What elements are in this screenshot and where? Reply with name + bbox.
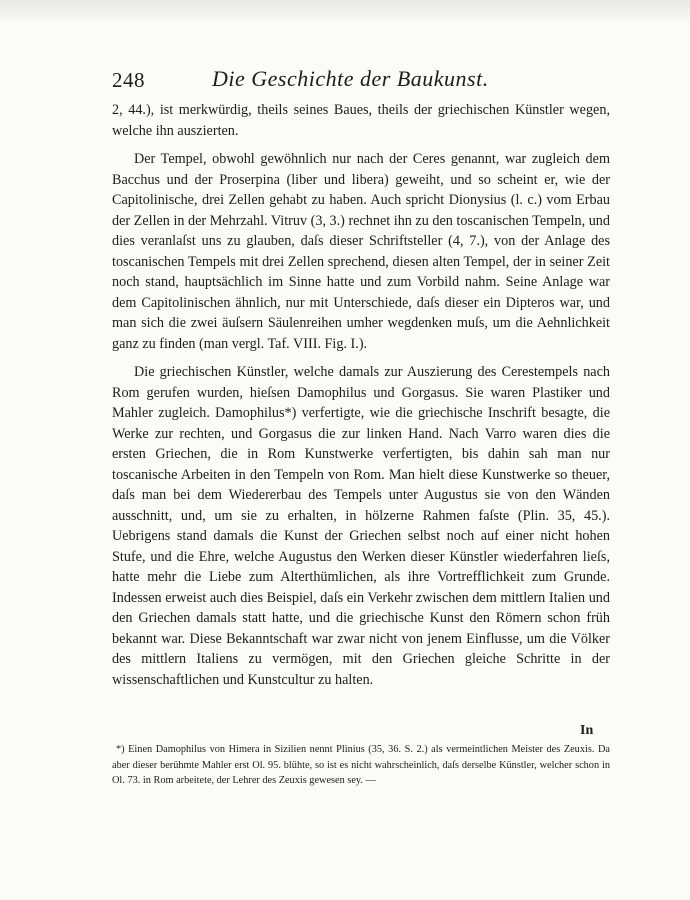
page-header — [112, 62, 612, 98]
paragraph-temple: Der Tempel, obwohl gewöhnlich nur nach der Ceres genannt, war zugleich dem Bacchus und der Proserpina (liber und libera) geweiht, und so scheint er, wie der Capitolinische, drei Zellen gehabt zu haben. Auch spricht Dionysius (l. c.) vom Erbau der Zellen in der Mehrzahl. Vitruv (3, 3.) rechnet ihn zu den toscanischen Tempeln, und dies veranlaſst uns zu glauben, daſs dieser Schriftsteller (4, 7.), von der Anlage des toscanischen Tempels mit drei Zellen sprechend, diesen alten Tempel, der in seiner Zeit noch stand, hauptsächlich im Sinne hatte und zum Vorbild nahm. Seine Anlage war dem Capitolinischen ähnlich, nur mit Unterschiede, daſs dieser ein Dipteros war, und man sich die zwei äuſsern Säulenreihen umher wegdenken muſs, um die Aehnlichkeit ganz zu finden (man vergl. Taf. VIII. Fig. I.). — [112, 151, 610, 352]
footnote: *) Einen Damophilus von Himera in Sizilien nennt Plinius (35, 36. S. 2.) als vermeintlichen Meister des Zeuxis. Da aber dieser berühmte Mahler erst Ol. 95. blühte, so ist es nicht wahrscheinlich, daſs derselbe Künstler, welcher schon in Ol. 73. in Rom arbeitete, der Lehrer des Zeuxis gewesen sey. — — [112, 744, 610, 786]
body-text — [112, 100, 610, 690]
paragraph-continuation: 2, 44.), ist merkwürdig, theils seines Baues, theils der griechischen Künstler wegen, welche ihn auszierten. — [112, 102, 610, 139]
catchword: In — [580, 723, 594, 738]
page-number: 248 — [112, 68, 145, 92]
running-title: Die Geschichte der Baukunst. — [212, 66, 489, 91]
scan-edge-shadow — [0, 0, 690, 24]
paragraph-greek-artists: Die griechischen Künstler, welche damals zur Auszierung des Cerestempels nach Rom gerufen wurden, hieſsen Damophilus und Gorgasus. Sie waren Plastiker und Mahler zugleich. Damophilus*) verfertigte, wie die griechische Inschrift besagte, die Werke zur rechten, und Gorgasus die zur linken Hand. Nach Varro waren dies die ersten Griechen, die in Rom Kunstwerke verfertigten, bis dahin sah man nur toscanische Arbeiten in den Tempeln von Rom. Man hielt diese Kunstwerke so theuer, daſs man bei dem Wiedererbau des Tempels unter Augustus sie von den Wänden ausschnitt, und, um sie zu erhalten, in hölzerne Rahmen faſste (Plin. 35, 45.). Uebrigens stand damals die Kunst der Griechen selbst noch auf einer nicht hohen Stufe, und die Ehre, welche Augustus den Werken dieser Künstler wiederfahren lieſs, hatte mehr die Liebe zum Alterthümlichen, als ihre Vortrefflichkeit zum Grunde. Indessen erweist auch dies Beispiel, daſs ein Verkehr zwischen dem mittlern Italien und den Griechen damals statt hatte, und die griechische Kunst den Römern schon früh bekannt war. Diese Bekanntschaft war zwar nicht von jenem Einflusse, um die Völker des mittlern Italiens zu vermögen, mit den Griechen gleiche Schritte in der wissenschaftlichen und Kunstcultur zu halten. — [112, 364, 610, 688]
